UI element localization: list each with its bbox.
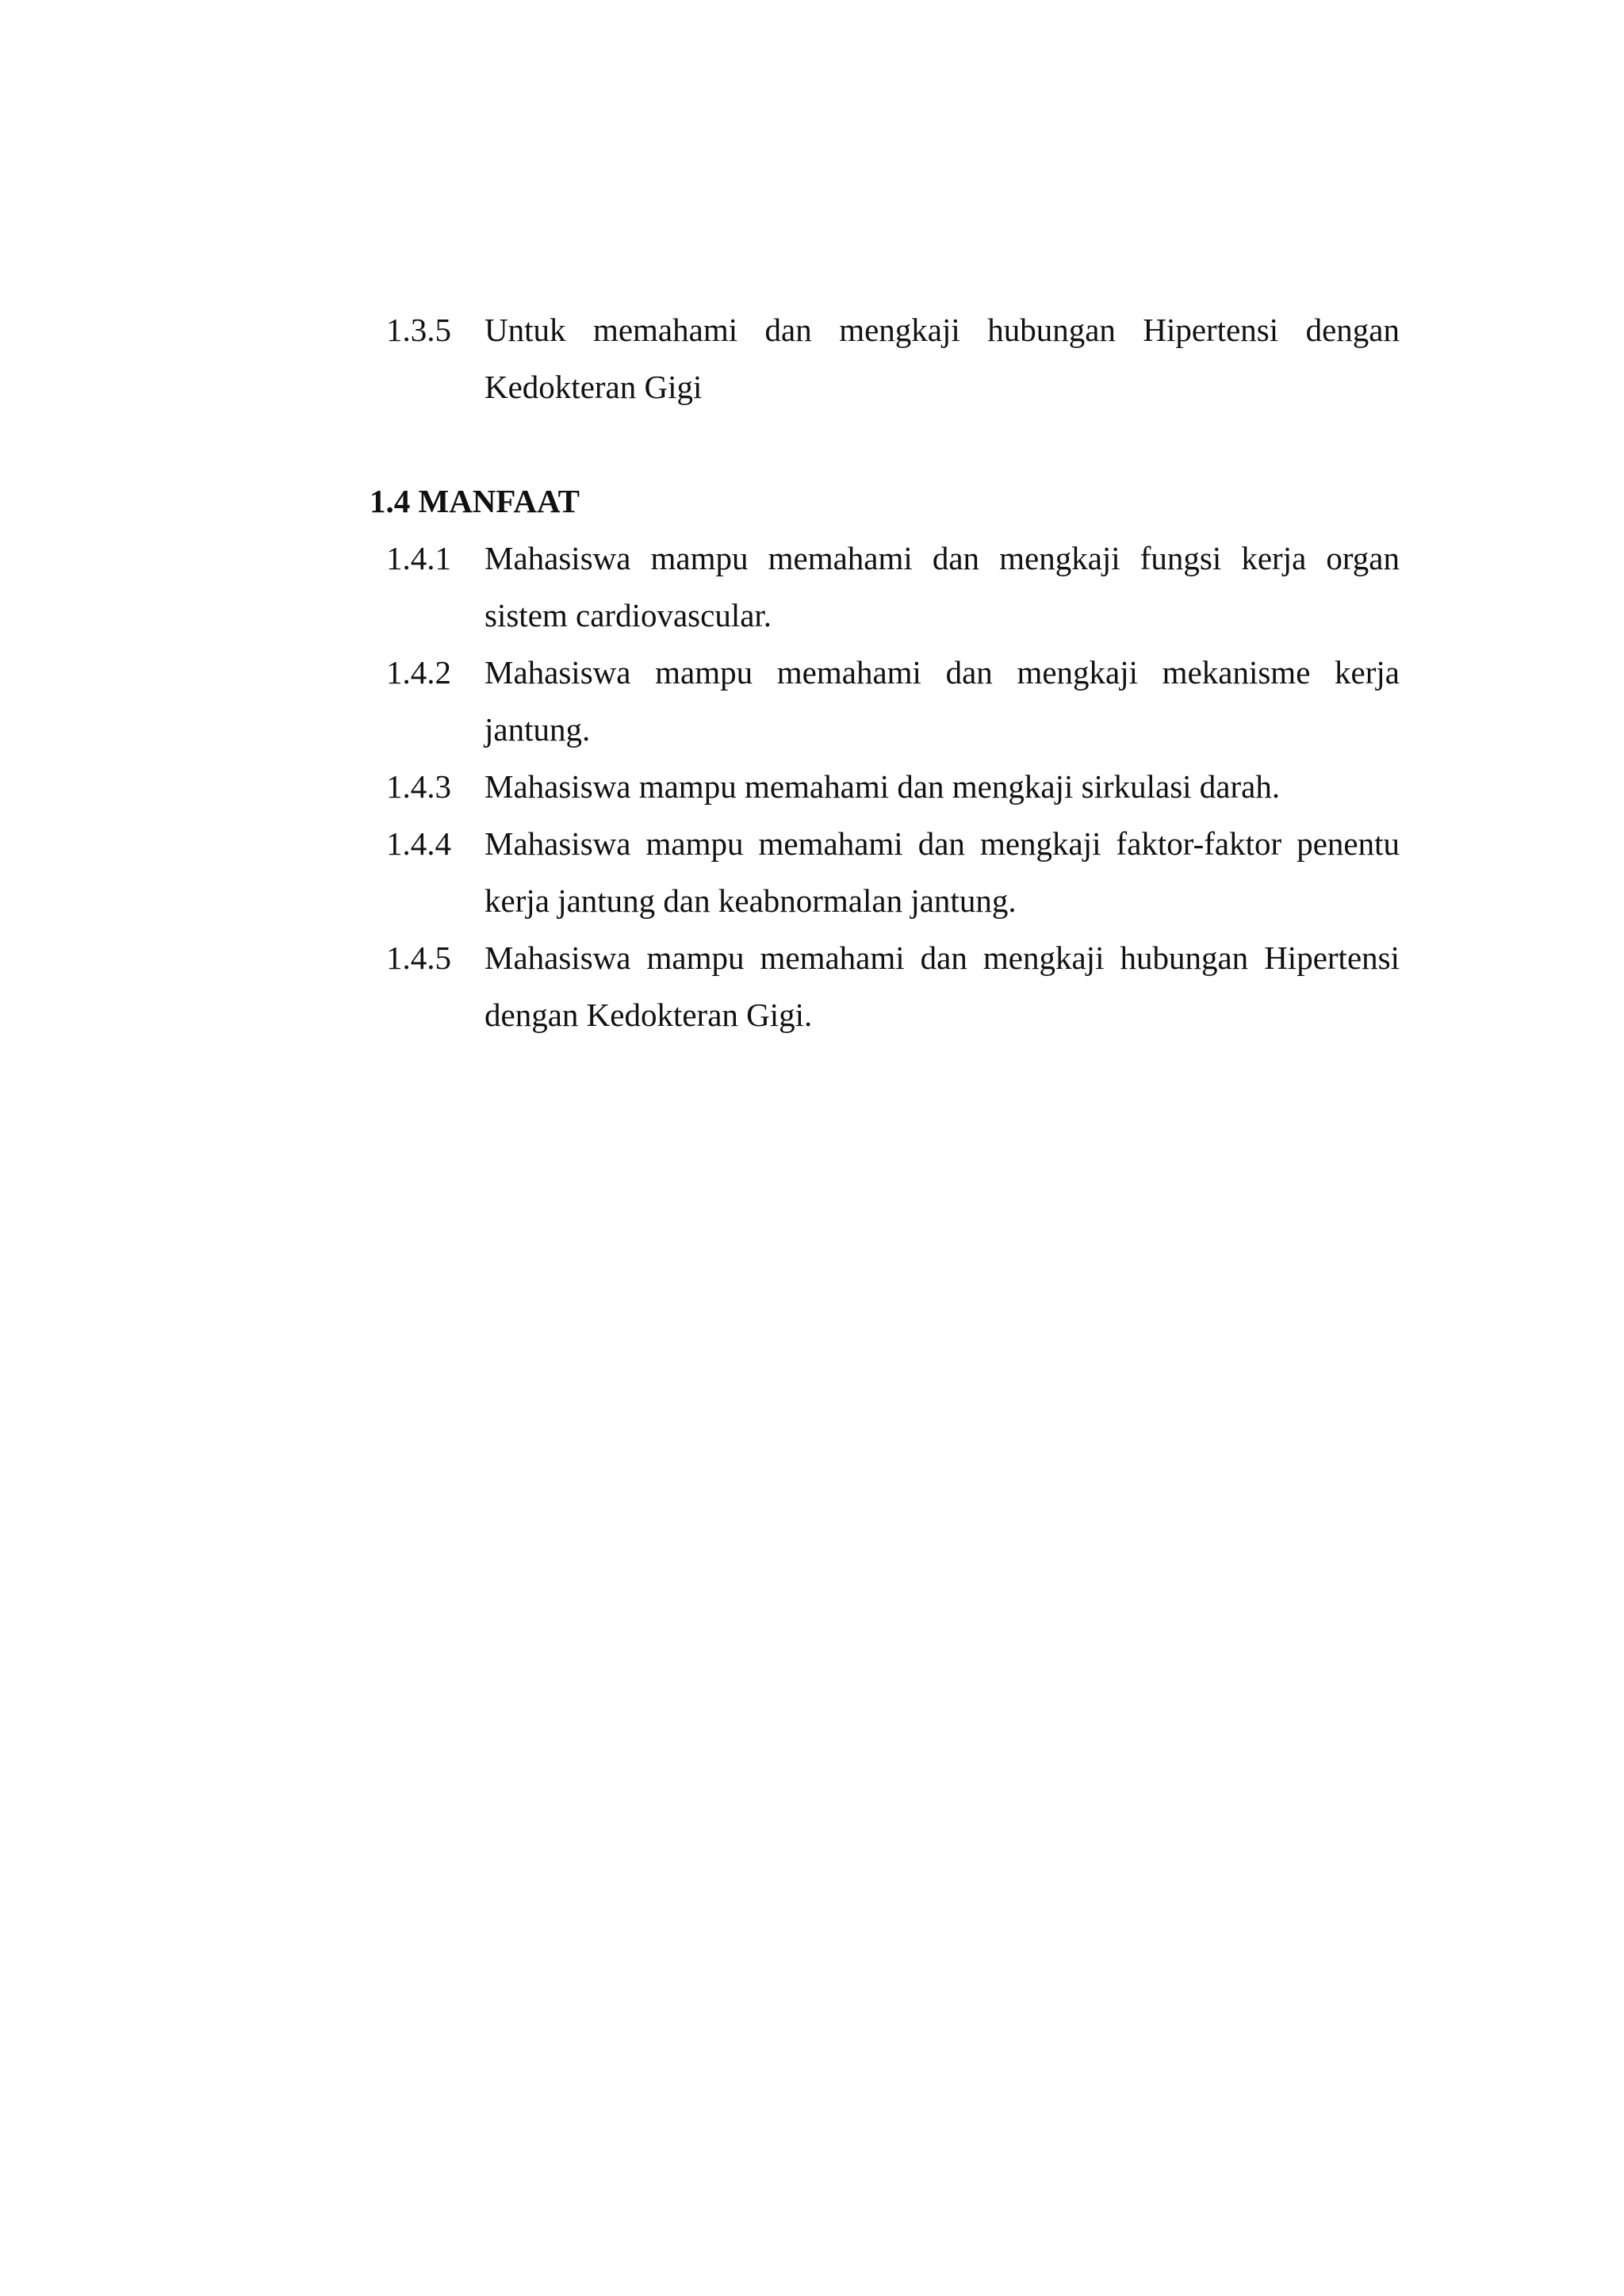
item-number: 1.4.3: [386, 768, 451, 805]
item-number: 1.4.1: [386, 540, 451, 576]
item-text: Mahasiswa mampu memahami dan mengkaji sirkulasi darah.: [485, 768, 1281, 805]
list-item-1-3-5: [386, 301, 1400, 415]
item-text: Mahasiswa mampu memahami dan mengkaji faktor-faktor penentu kerja jantung dan keabnormalan jantung.: [485, 825, 1400, 919]
item-text: Mahasiswa mampu memahami dan mengkaji hubungan Hipertensi dengan Kedokteran Gigi.: [485, 939, 1400, 1033]
item-number: 1.4.5: [386, 939, 451, 976]
item-text: Mahasiswa mampu memahami dan mengkaji fungsi kerja organ sistem cardiovascular.: [485, 540, 1400, 633]
section-heading: 1.4 MANFAAT: [370, 483, 580, 519]
list-item-1-4-4: [386, 815, 1400, 929]
item-number: 1.4.2: [386, 654, 451, 691]
item-text: Mahasiswa mampu memahami dan mengkaji mekanisme kerja jantung.: [485, 654, 1400, 748]
list-item-1-4-2: [386, 644, 1400, 758]
list-item-1-4-1: [386, 530, 1400, 644]
item-number: 1.4.4: [386, 825, 451, 862]
item-number: 1.3.5: [386, 312, 451, 348]
list-item-1-4-3: [386, 758, 1400, 815]
item-text: Untuk memahami dan mengkaji hubungan Hipertensi dengan Kedokteran Gigi: [485, 312, 1400, 405]
list-item-1-4-5: [386, 929, 1400, 1043]
